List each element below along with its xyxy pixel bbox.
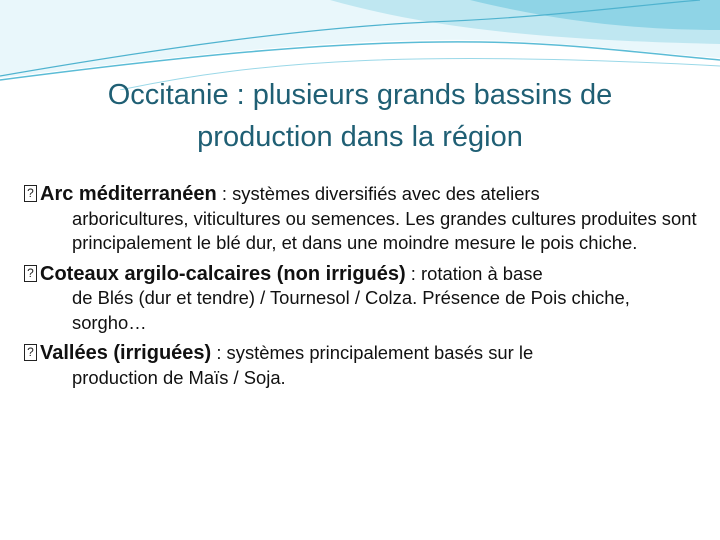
slide-title-line-2: production dans la région [197,121,523,153]
list-item-continuation: de Blés (dur et tendre) / Tournesol / Colza. Présence de Pois chiche, sorgho… [72,287,630,333]
list-item [28,262,698,336]
list-item-heading: Arc méditerranéen [40,183,217,205]
list-item-heading: Coteaux argilo-calcaires (non irrigués) [40,262,406,285]
list-item-continuation: production de Maïs / Soja. [72,366,286,388]
list-item-text: systèmes diversifiés avec des ateliers [232,183,540,204]
list-item-first-line [40,262,698,287]
bullet-icon: ? [24,185,37,202]
list-item-separator: : [216,183,233,204]
list-item [28,182,698,256]
list-item-separator: : [405,262,421,284]
list-item-first-line [40,182,698,207]
slide-title-line-1: Occitanie : plusieurs grands bassins de [107,79,613,111]
bullet-icon: ? [24,265,37,282]
list-item-continuation: arboricultures, viticultures ou semences. Les grandes cultures produites sont principalement le blé dur, et dans une moindre mesure le pois chiche. [72,207,697,253]
bullet-list [28,182,698,396]
list-item-separator: : [211,342,227,363]
list-item-text: systèmes principalement basés sur le [226,342,534,363]
list-item-heading: Vallées (irriguées) [40,342,212,364]
slide-title [40,74,680,158]
list-item [28,341,698,390]
list-item-text: rotation à base [421,262,543,284]
list-item-first-line [40,341,698,366]
bullet-icon: ? [24,344,37,361]
